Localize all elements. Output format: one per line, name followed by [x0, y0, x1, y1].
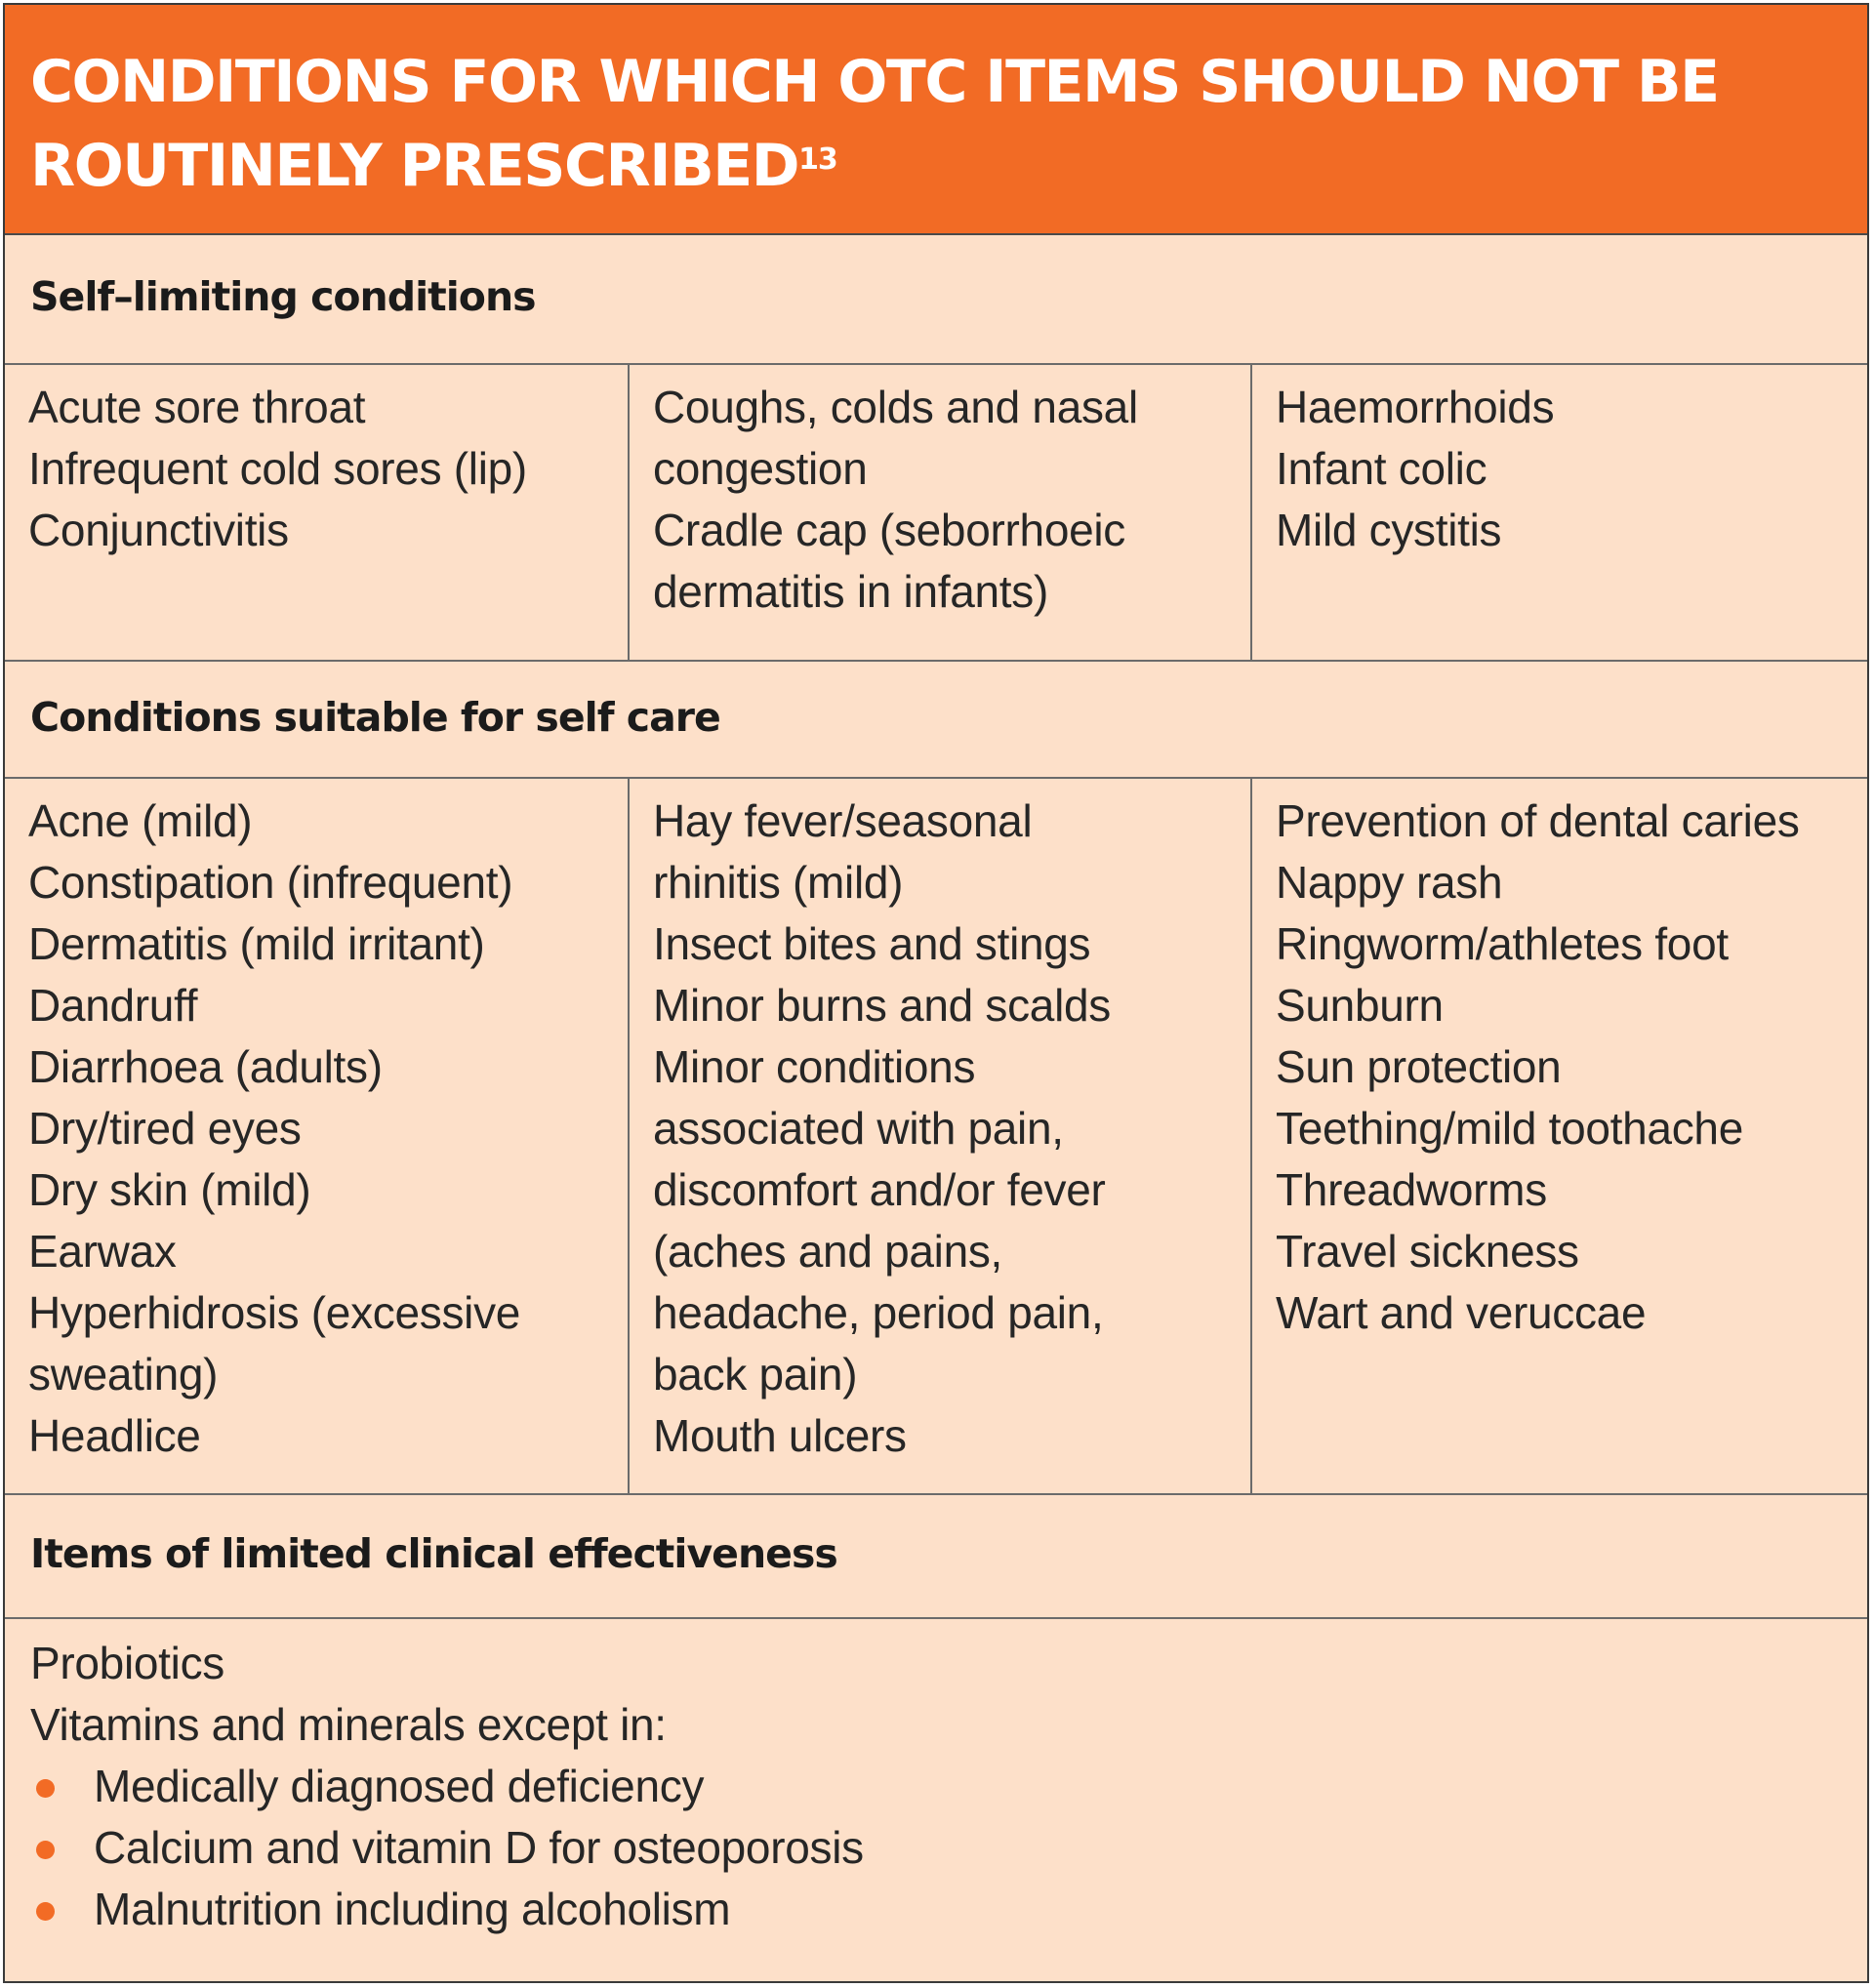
condition-line: Mild cystitis — [1276, 505, 1502, 555]
condition-line: rhinitis (mild) — [653, 857, 904, 908]
bullet-dot-icon — [36, 1841, 55, 1859]
condition-line: Minor burns and scalds — [653, 980, 1111, 1031]
condition-line: Diarrhoea (adults) — [28, 1041, 383, 1092]
bullet-item — [30, 1756, 1867, 1817]
limited-line-probiotics: Probiotics — [30, 1638, 224, 1688]
otc-conditions-table — [3, 3, 1869, 1983]
bullet-dot-icon — [36, 1902, 55, 1921]
self-care-column-3 — [1250, 779, 1869, 1493]
bullet-text: Calcium and vitamin D for osteoporosis — [94, 1822, 864, 1873]
condition-line: Nappy rash — [1276, 857, 1503, 908]
condition-line: Conjunctivitis — [28, 505, 289, 555]
condition-line: Travel sickness — [1276, 1226, 1579, 1277]
condition-line: Mouth ulcers — [653, 1410, 907, 1461]
condition-line: Teething/mild toothache — [1276, 1103, 1743, 1154]
condition-line: back pain) — [653, 1349, 858, 1400]
title-line-1: CONDITIONS FOR WHICH OTC ITEMS SHOULD NOT BE — [30, 48, 1719, 116]
condition-line: Coughs, colds and nasal — [653, 382, 1138, 432]
condition-line: Acne (mild) — [28, 795, 253, 846]
section-heading-self-limiting: Self–limiting conditions — [5, 235, 1867, 365]
condition-line: Headlice — [28, 1410, 201, 1461]
section-heading-self-care: Conditions suitable for self care — [5, 662, 1867, 779]
condition-line: Haemorrhoids — [1276, 382, 1555, 432]
condition-line: Sunburn — [1276, 980, 1444, 1031]
bullet-dot-icon — [36, 1779, 55, 1798]
condition-line: Earwax — [28, 1226, 177, 1277]
self-limiting-row — [5, 365, 1867, 662]
condition-line: associated with pain, — [653, 1103, 1064, 1154]
condition-line: Infant colic — [1276, 443, 1487, 494]
condition-line: Cradle cap (seborrhoeic — [653, 505, 1126, 555]
condition-line: Ringworm/athletes foot — [1276, 918, 1729, 969]
condition-line: discomfort and/or fever — [653, 1164, 1106, 1215]
bullet-item — [30, 1817, 1867, 1879]
condition-line: Dandruff — [28, 980, 198, 1031]
table-title — [5, 5, 1867, 235]
title-line-2 — [30, 124, 1842, 208]
condition-line: Threadworms — [1276, 1164, 1547, 1215]
condition-line: congestion — [653, 443, 868, 494]
self-care-row — [5, 779, 1867, 1495]
condition-line: Minor conditions — [653, 1041, 976, 1092]
limited-effectiveness-body — [5, 1619, 1867, 1940]
section-heading-limited-effectiveness: Items of limited clinical effectiveness — [5, 1495, 1867, 1619]
bullet-item — [30, 1879, 1867, 1940]
condition-line: Sun protection — [1276, 1041, 1562, 1092]
condition-line: Dry skin (mild) — [28, 1164, 311, 1215]
self-care-column-2 — [628, 779, 1250, 1493]
condition-line: headache, period pain, — [653, 1287, 1104, 1338]
condition-line: Insect bites and stings — [653, 918, 1091, 969]
reference-superscript: 13 — [798, 142, 837, 177]
self-limiting-column-3 — [1250, 365, 1869, 660]
condition-line: Acute sore throat — [28, 382, 366, 432]
limited-line-vitamins: Vitamins and minerals except in: — [30, 1699, 667, 1750]
condition-line: sweating) — [28, 1349, 219, 1400]
bullet-text: Medically diagnosed deficiency — [94, 1761, 705, 1811]
condition-line: (aches and pains, — [653, 1226, 1003, 1277]
condition-line: dermatitis in infants) — [653, 566, 1048, 617]
condition-line: Dermatitis (mild irritant) — [28, 918, 485, 969]
condition-line: Dry/tired eyes — [28, 1103, 302, 1154]
bullet-text: Malnutrition including alcoholism — [94, 1884, 731, 1934]
condition-line: Infrequent cold sores (lip) — [28, 443, 527, 494]
condition-line: Constipation (infrequent) — [28, 857, 513, 908]
condition-line: Wart and veruccae — [1276, 1287, 1647, 1338]
self-limiting-column-2 — [628, 365, 1250, 660]
self-care-column-1 — [5, 779, 628, 1493]
condition-line: Hay fever/seasonal — [653, 795, 1033, 846]
condition-line: Prevention of dental caries — [1276, 795, 1800, 846]
condition-line: Hyperhidrosis (excessive — [28, 1287, 521, 1338]
title-line-2-text: ROUTINELY PRESCRIBED — [30, 132, 799, 200]
self-limiting-column-1 — [5, 365, 628, 660]
